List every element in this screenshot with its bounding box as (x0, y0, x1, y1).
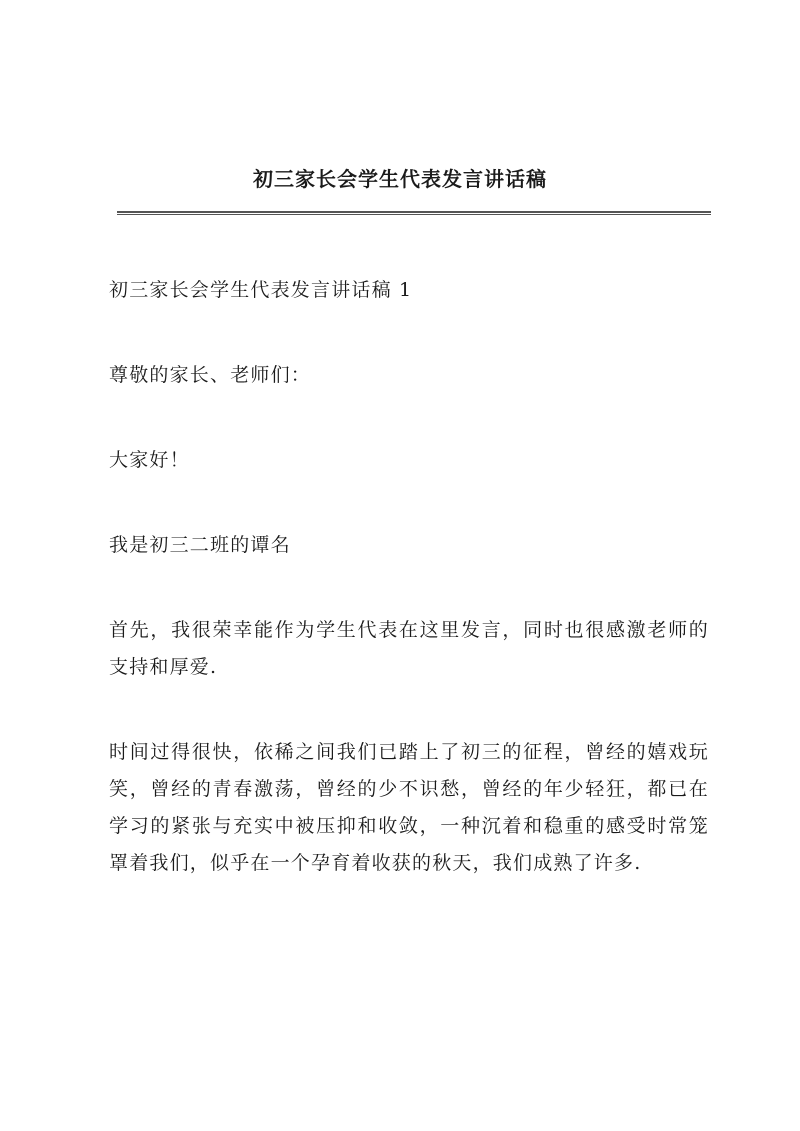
body-paragraph: 时间过得很快，依稀之间我们已踏上了初三的征程，曾经的嬉戏玩笑，曾经的青春激荡，曾经的少不识愁，曾经的年少轻狂，都已在学习的紧张与充实中被压抑和收敛，一种沉着和稳重的感受时常笼罩着我们，似乎在一个孕育着收获的秋天，我们成熟了许多. (109, 741, 709, 874)
section-heading: 初三家长会学生代表发言讲话稿 1 (109, 279, 413, 301)
document-body (109, 272, 709, 882)
body-paragraph: 首先，我很荣幸能作为学生代表在这里发言，同时也很感激老师的支持和厚爱. (109, 619, 709, 678)
self-introduction: 我是初三二班的谭名 (109, 534, 291, 556)
document-title: 初三家长会学生代表发言讲话稿 (253, 167, 547, 191)
greeting: 大家好！ (109, 449, 190, 471)
salutation: 尊敬的家长、老师们： (109, 364, 312, 386)
title-divider (117, 211, 711, 215)
